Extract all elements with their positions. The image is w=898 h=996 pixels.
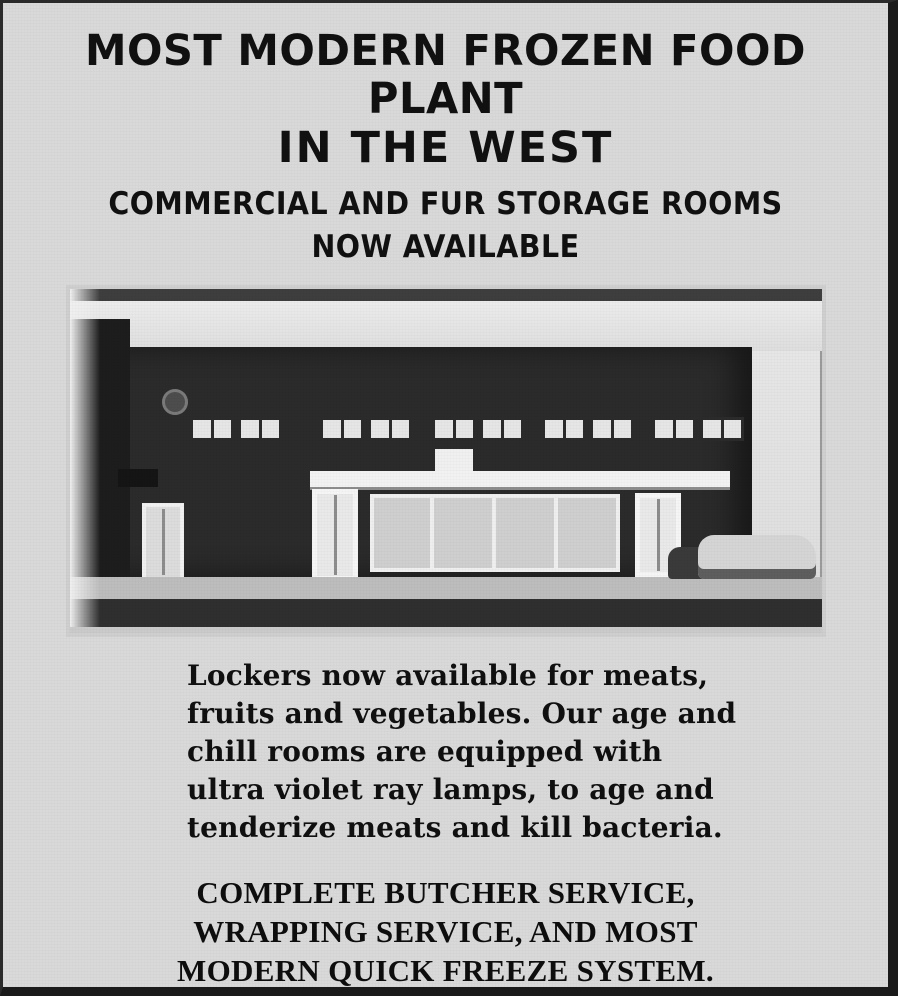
closing-line-1: COMPLETE BUTCHER SERVICE, [196, 875, 695, 910]
photo-window [190, 417, 234, 441]
photo-window [432, 417, 476, 441]
photo-canopy-sign [435, 449, 473, 471]
closing-line-3: MODERN QUICK FREEZE SYSTEM. [177, 953, 714, 988]
subheadline-line-2: NOW AVAILABLE [311, 229, 580, 265]
photo-front-door [312, 489, 358, 581]
building-photograph [70, 289, 822, 633]
photo-side-door [142, 503, 184, 581]
ad-content [3, 27, 888, 990]
closing-statement [126, 873, 766, 990]
photo-window [652, 417, 696, 441]
headline-line-1: MOST MODERN FROZEN FOOD PLANT [84, 26, 807, 124]
photo-sidewalk [70, 577, 822, 599]
photo-window [480, 417, 524, 441]
body-copy: Lockers now available for meats, fruits and vegetables. Our age and chill rooms are equipped with ultra violet ray lamps, to age and tenderize meats and kill bacteria. [187, 659, 737, 844]
photo-top-edge [70, 289, 822, 301]
photo-upper-windows [190, 417, 730, 443]
photo-car [698, 535, 816, 579]
photo-roundel-sign [162, 389, 188, 415]
photo-storefront-glass [370, 494, 620, 572]
subheadline-line-1: COMMERCIAL AND FUR STORAGE ROOMS [108, 186, 783, 222]
photo-window [590, 417, 634, 441]
photo-window [700, 417, 744, 441]
photo-window [320, 417, 364, 441]
photo-bottom-edge [70, 627, 822, 633]
photo-left-fade [70, 289, 100, 633]
photo-chimney [652, 383, 674, 409]
closing-line-2: WRAPPING SERVICE, AND MOST [193, 914, 698, 949]
photo-window [542, 417, 586, 441]
photo-side-awning [118, 469, 158, 487]
photo-window [368, 417, 412, 441]
photo-window [238, 417, 282, 441]
photo-frame [66, 285, 826, 637]
photo-canopy [310, 471, 730, 487]
headline-line-2: IN THE WEST [277, 123, 614, 173]
